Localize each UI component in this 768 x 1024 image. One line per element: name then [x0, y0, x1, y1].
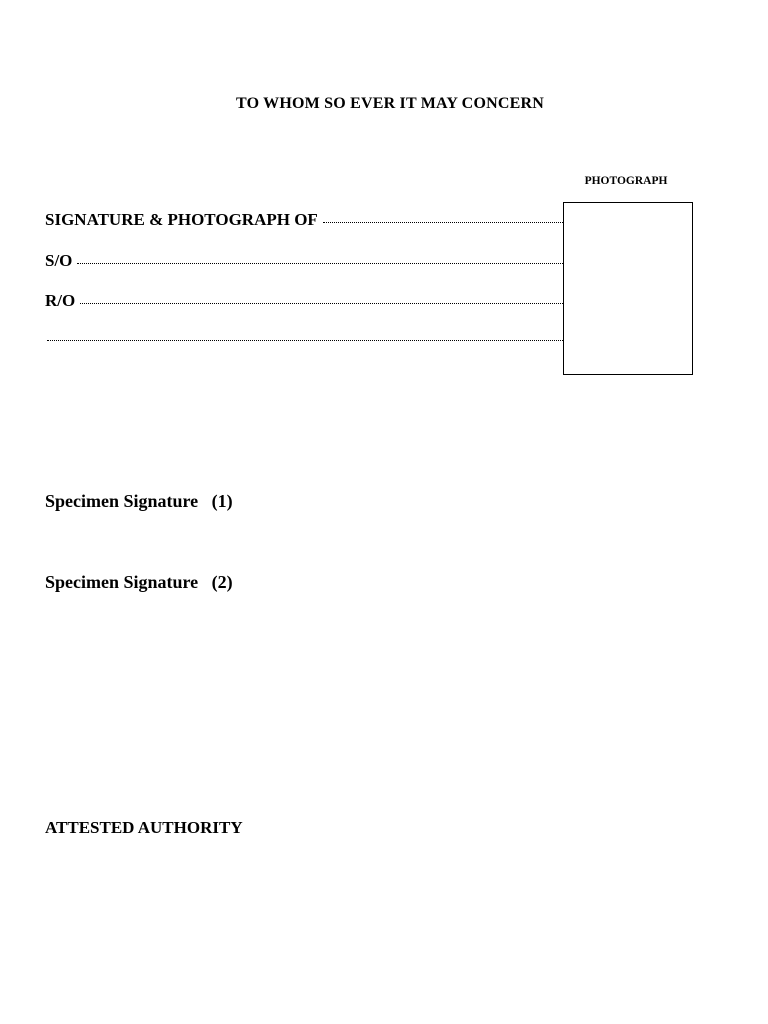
- signature-photograph-of-dotted-line: [323, 221, 563, 223]
- page-title: TO WHOM SO EVER IT MAY CONCERN: [236, 95, 544, 112]
- specimen-signature-1-label: Specimen Signature (1): [45, 491, 233, 511]
- signature-photograph-of-label: SIGNATURE & PHOTOGRAPH OF: [45, 210, 318, 229]
- resident-of-field: [45, 291, 563, 311]
- attested-authority-label: ATTESTED AUTHORITY: [45, 818, 243, 837]
- resident-of-dotted-line: [80, 302, 563, 304]
- address-continuation-dotted-line: [47, 340, 563, 341]
- resident-of-label: R/O: [45, 291, 76, 310]
- photograph-label: PHOTOGRAPH: [584, 175, 668, 187]
- son-of-dotted-line: [77, 262, 563, 264]
- son-of-label: S/O: [45, 251, 73, 270]
- photograph-box: [563, 202, 693, 375]
- specimen-signature-2-label: Specimen Signature (2): [45, 572, 233, 592]
- son-of-field: [45, 251, 563, 271]
- signature-photograph-of-field: [45, 210, 563, 230]
